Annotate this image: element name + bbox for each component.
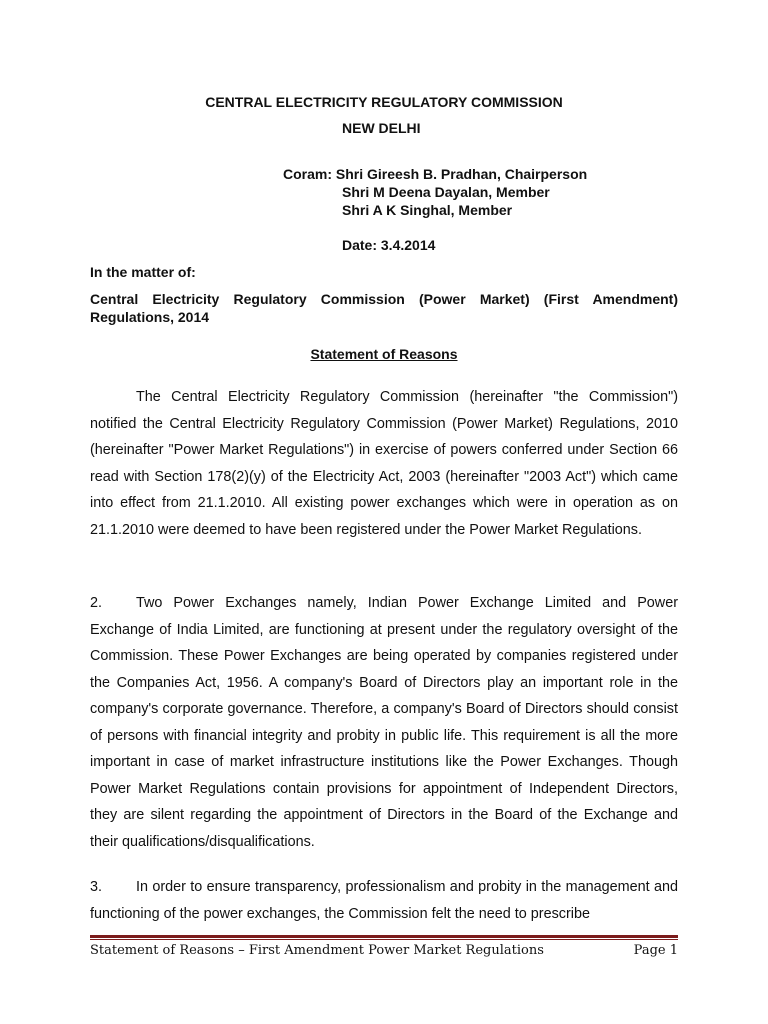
city-name: NEW DELHI [342,120,421,136]
paragraph-number: 2. [90,595,103,611]
footer-rule-thin [90,939,678,940]
matter-label: In the matter of: [90,264,196,280]
paragraph-number: 3. [90,879,103,895]
page-number: Page 1 [633,943,678,958]
coram-chairperson: Coram: Shri Gireesh B. Pradhan, Chairperson [283,166,588,182]
paragraph-1: The Central Electricity Regulatory Commission (hereinafter "the Commission") notified the Central Electricity Regulatory Commission (Power Market) Regulations, 2010 (hereinafter "Power Market Regulations") in exercise of powers conferred under Section 66 read with Section 178(2)(y) of the Electricity Act, 2003 (hereinafter "2003 Act") which came into effect from 21.1.2010. All existing power exchanges which were in operation as on 21.1.2010 were deemed to have been registered under the Power Market Regulations. [90,389,678,538]
coram-member-1: Shri M Deena Dayalan, Member [342,184,550,200]
footer-rule-thick [90,935,678,938]
order-date: Date: 3.4.2014 [342,237,436,253]
matter-subject: Central Electricity Regulatory Commission (Power Market) (First Amendment) Regulations, 2014 [90,291,678,325]
section-heading: Statement of Reasons [310,346,458,362]
paragraph-3 [90,874,678,927]
paragraph-2 [90,590,678,855]
coram-member-2: Shri A K Singhal, Member [342,202,513,218]
footer-title: Statement of Reasons – First Amendment Power Market Regulations [90,943,544,958]
paragraph-text: Two Power Exchanges namely, Indian Power Exchange Limited and Power Exchange of India Limited, are functioning at present under the regulatory oversight of the Commission. These Power Exchanges are being operated by companies registered under the Companies Act, 1956. A company's Board of Directors play an important role in the company's corporate governance. Therefore, a company's Board of Directors should consist of persons with financial integrity and probity in public life. This requirement is all the more important in case of market infrastructure institutions like the Power Exchanges. Though Power Market Regulations contain provisions for appointment of Independent Directors, they are silent regarding the appointment of Directors in the Board of the Exchange and their qualifications/disqualifications. [90,595,678,850]
commission-name: CENTRAL ELECTRICITY REGULATORY COMMISSION [205,94,563,110]
paragraph-text: In order to ensure transparency, professionalism and probity in the management and functioning of the power exchanges, the Commission felt the need to prescribe [90,879,678,922]
